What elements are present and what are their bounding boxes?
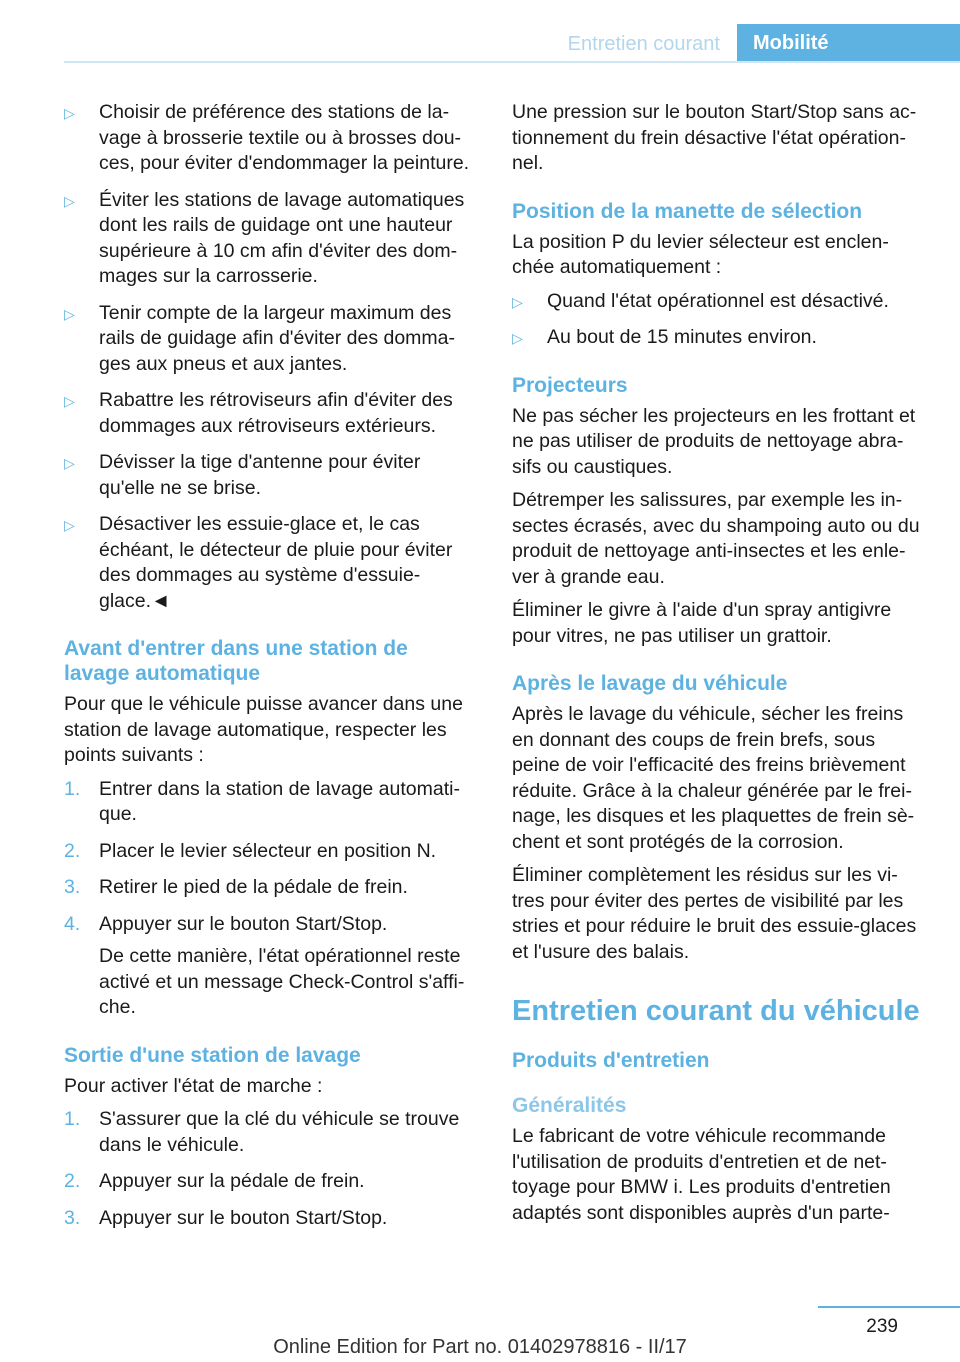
triangle-right-icon: ▷ <box>64 455 75 471</box>
paragraph-projecteurs-1: Ne pas sécher les projecteurs en les frottant et ne pas utiliser de produits de nettoyage abra-sifs ou caustiques. <box>512 404 916 478</box>
triangle-right-icon: ▷ <box>64 192 75 209</box>
heading-generalites: Généralités <box>512 1094 627 1117</box>
list-item: ▷ Choisir de préférence des stations de la-vage à brosserie textile ou à brosses dou-ces, pour éviter d'endommager la peinture. <box>64 101 470 174</box>
header-rule <box>64 61 960 63</box>
paragraph-apres-2: Éliminer complètement les résidus sur les vi-tres pour éviter des pertes de visibilité par les stries et pour réduire le bruit des essuie-glaces et l'usure des balais. <box>512 864 917 963</box>
list-item: 3. Retirer le pied de la pédale de frein. <box>64 875 476 901</box>
step-number: 1. <box>64 777 81 800</box>
triangle-right-icon: ▷ <box>64 105 75 121</box>
list-item: ▷ Quand l'état opérationnel est désactivé. <box>512 289 928 315</box>
paragraph-projecteurs-2: Détremper les salissures, par exemple les in-sectes écrasés, avec du shampoing auto ou du produit de nettoyage anti-insectes et les enle-ver à grande eau. <box>512 489 920 588</box>
list-item: ▷ Dévisser la tige d'antenne pour éviter qu'elle ne se brise. <box>64 451 421 499</box>
footer-edition: Online Edition for Part no. 01402978816 - II/17 <box>273 1336 687 1358</box>
list-item: 2. Appuyer sur la pédale de frein. <box>64 1169 476 1195</box>
step-number: 4. <box>64 912 81 935</box>
step-number: 3. <box>64 876 81 898</box>
list-item: 1. S'assurer que la clé du véhicule se trouve dans le véhicule. <box>64 1108 460 1156</box>
paragraph-generalites: Le fabricant de votre véhicule recommande l'utilisation de produits d'entretien et de net-toyage pour BMW i. Les produits d'entretien adaptés sont disponibles auprès d'un parte- <box>512 1125 891 1224</box>
heading-apres-lavage: Après le lavage du véhicule <box>512 672 788 695</box>
steps-sortie-list <box>64 1107 476 1231</box>
list-item: 2. Placer le levier sélecteur en position N. <box>64 839 476 865</box>
page-number-rule <box>818 1306 960 1308</box>
step-number: 2. <box>64 1170 81 1192</box>
step-number: 2. <box>64 839 81 862</box>
triangle-right-icon: ▷ <box>64 305 75 322</box>
paragraph-position: La position P du levier sélecteur est enclen-chée automatiquement : <box>512 230 889 278</box>
list-item: ▷ Éviter les stations de lavage automatiques dont les rails de guidage ont une hauteur supérieure à 10 cm afin d'éviter des dom-mages sur la carrosserie. <box>64 188 465 287</box>
list-item: ▷ Rabattre les rétroviseurs afin d'éviter des dommages aux rétroviseurs extérieurs. <box>64 389 453 437</box>
triangle-right-icon: ▷ <box>512 293 523 310</box>
right-column <box>512 100 928 1234</box>
paragraph-apres-1: Après le lavage du véhicule, sécher les freins en donnant des coups de frein brefs, sous peine de voir l'efficacité des freins brièvement réduite. Grâce à la chaleur générée par le frei-nage, les disques et les plaquettes de frein sè-chent et sont protégés de la corrosion. <box>512 703 915 853</box>
step-number: 3. <box>64 1206 81 1229</box>
triangle-right-icon: ▷ <box>64 393 75 409</box>
heading-sortie-station: Sortie d'une station de lavage <box>64 1043 361 1067</box>
heading-projecteurs: Projecteurs <box>512 373 628 397</box>
steps-avant-list <box>64 777 476 1021</box>
list-item: ▷ Au bout de 15 minutes environ. <box>512 325 928 351</box>
left-column <box>64 100 476 1242</box>
wash-tips-list <box>64 100 476 614</box>
header-section-tab: Entretien courant <box>567 33 720 55</box>
list-item: ▷ Désactiver les essuie-glace et, le cas échéant, le détecteur de pluie pour éviter des dommages au système d'essuie-glace.◄ <box>64 513 453 612</box>
paragraph-intro: Une pression sur le bouton Start/Stop sans ac-tionnement du frein désactive l'état opération-nel. <box>512 101 917 174</box>
step-note: De cette manière, l'état opérationnel reste activé et un message Check-Control s'affi-che. <box>99 945 465 1018</box>
header-chapter-tab: Mobilité <box>737 24 960 62</box>
triangle-right-icon: ▷ <box>64 517 75 533</box>
step-number: 1. <box>64 1108 81 1130</box>
list-item: 1. Entrer dans la station de lavage automati-que. <box>64 777 460 825</box>
triangle-right-icon: ▷ <box>512 330 523 346</box>
position-list <box>512 289 928 351</box>
page-number: 239 <box>866 1316 898 1337</box>
list-item: ▷ Tenir compte de la largeur maximum des rails de guidage afin d'éviter des domma-ges aux pneus et aux jantes. <box>64 301 455 375</box>
paragraph-sortie: Pour activer l'état de marche : <box>64 1074 323 1097</box>
paragraph-projecteurs-3: Éliminer le givre à l'aide d'un spray antigivre pour vitres, ne pas utiliser un grattoir. <box>512 599 892 647</box>
heading-entretien-courant: Entretien courant du véhicule <box>512 995 920 1027</box>
list-item: 4. Appuyer sur le bouton Start/Stop. De cette manière, l'état opérationnel reste activé et un message Check-Control s'affi-che. <box>64 912 476 1021</box>
heading-avant-station: Avant d'entrer dans une station de lavage automatique <box>64 637 408 685</box>
heading-produits-entretien: Produits d'entretien <box>512 1049 710 1072</box>
list-item: 3. Appuyer sur le bouton Start/Stop. <box>64 1206 476 1232</box>
heading-position-selection: Position de la manette de sélection <box>512 199 863 223</box>
paragraph-avant: Pour que le véhicule puisse avancer dans une station de lavage automatique, respecter les points suivants : <box>64 693 463 766</box>
